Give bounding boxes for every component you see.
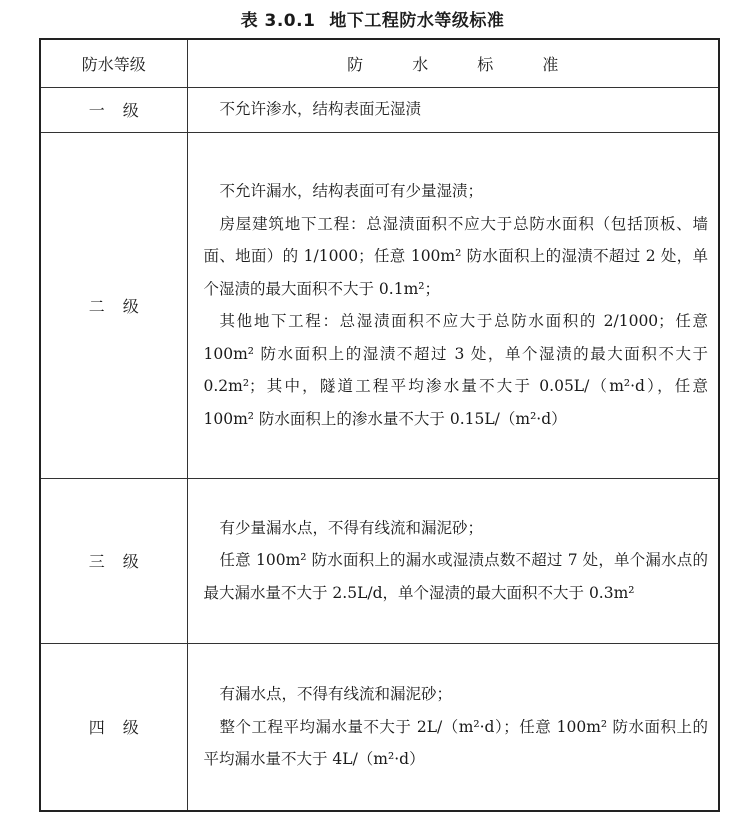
- standard-line: 其他地下工程：总湿渍面积不应大于总防水面积的 2/1000；任意 100m² 防水面积上的湿渍不超过 3 处，单个湿渍的最大面积不大于 0.2m²；其中，隧道工程平均渗水量不大于 0.05L/（m²·d），任意 100m² 防水面积上的渗水量不大于 0.15L/（m²·d）: [203, 312, 708, 428]
- level-cell: 二级: [40, 132, 187, 478]
- standard-line: 不允许渗水，结构表面无湿渍: [219, 100, 422, 119]
- standard-line: 不允许漏水，结构表面可有少量湿渍；: [219, 182, 484, 200]
- table-row: [40, 87, 719, 132]
- standard-line: 有少量漏水点，不得有线流和漏泥砂；: [219, 518, 484, 537]
- header-standard: 防 水 标 准: [187, 39, 719, 87]
- standard-line: 整个工程平均漏水量不大于 2L/（m²·d）；任意 100m² 防水面积上的平均漏水量不大于 4L/（m²·d）: [203, 717, 708, 768]
- table-caption: [0, 6, 745, 31]
- table-row: [40, 478, 719, 643]
- level-cell: 四级: [40, 643, 187, 811]
- table-row: [40, 132, 719, 478]
- table-row: [40, 643, 719, 811]
- table-header-row: [40, 39, 719, 87]
- standard-cell: [187, 478, 719, 643]
- standard-cell: [187, 643, 719, 811]
- standard-cell: [187, 87, 719, 132]
- standard-line: 任意 100m² 防水面积上的漏水或湿渍点数不超过 7 处，单个漏水点的最大漏水量不大于 2.5L/d，单个湿渍的最大面积不大于 0.3m²: [203, 551, 708, 602]
- table-title: 地下工程防水等级标准: [329, 11, 505, 31]
- header-level: 防水等级: [40, 39, 187, 87]
- waterproof-grade-table: [39, 38, 720, 812]
- level-cell: 三级: [40, 478, 187, 643]
- standard-line: 房屋建筑地下工程：总湿渍面积不应大于总防水面积（包括顶板、墙面、地面）的 1/1000；任意 100m² 防水面积上的湿渍不超过 2 处，单个湿渍的最大面积不大于 0.1m²；: [203, 214, 708, 298]
- standard-line: 有漏水点，不得有线流和漏泥砂；: [219, 685, 453, 703]
- level-cell: 一级: [40, 87, 187, 132]
- table-number: 表 3.0.1: [240, 11, 316, 31]
- standard-cell: [187, 132, 719, 478]
